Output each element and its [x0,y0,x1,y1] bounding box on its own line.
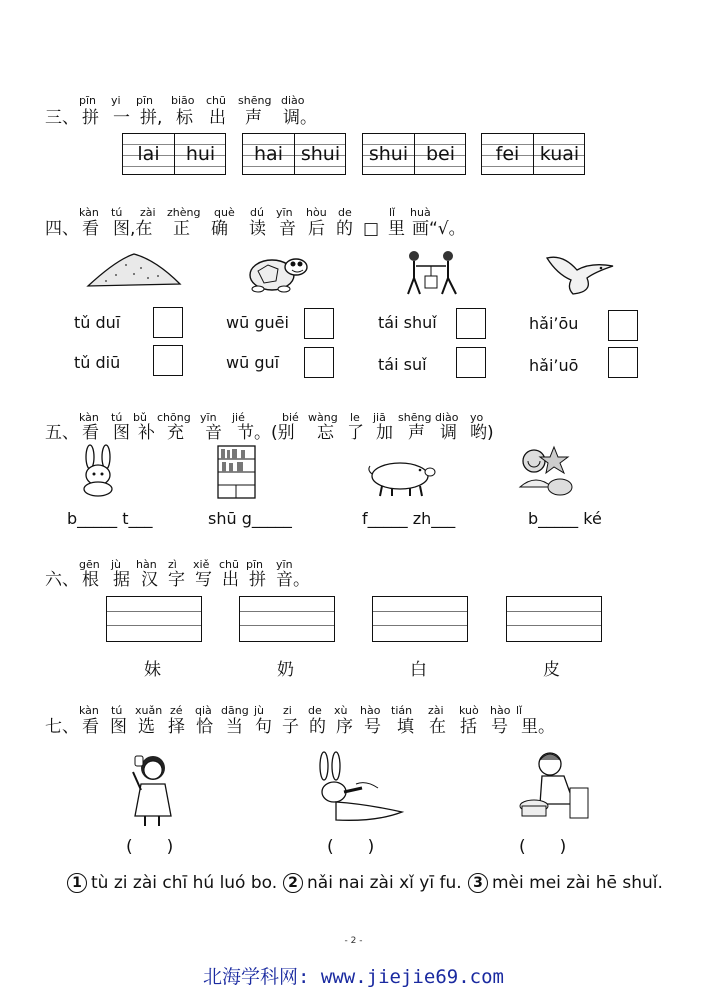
pinyin: le [350,411,360,424]
answer-checkbox[interactable] [153,307,183,338]
hanzi: 节。(别 [237,423,295,443]
sentence-option: 1 tù zi zài chī hú luó bo. [67,873,277,893]
pinyin: tú [111,411,123,424]
bookshelf-picture [217,445,257,500]
pinyin: bǔ [133,411,147,424]
pinyin: què [214,206,235,219]
hanzi: □ [363,219,380,239]
chinese-character: 白 [410,660,427,680]
hanzi: 正 [173,219,190,239]
hanzi: 后 [308,219,325,239]
answer-checkbox[interactable] [304,308,334,339]
pinyin: gēn [79,558,100,571]
section-number: 六、 [45,570,79,590]
answer-checkbox[interactable] [608,347,638,378]
pinyin: huà [410,206,431,219]
hanzi: 充 [167,423,184,443]
hanzi: 看 [82,423,99,443]
answer-checkbox[interactable] [456,347,486,378]
girl-drinking-picture [125,750,183,828]
pinyin: pīn [246,558,264,571]
pinyin: chōng [157,411,191,424]
hanzi: 音 [279,219,296,239]
hanzi: 调 [440,423,457,443]
pinyin: chū [219,558,239,571]
answer-checkbox[interactable] [153,345,183,376]
pinyin-writing-lines[interactable] [239,596,335,642]
fill-blank[interactable]: f_____ zh___ [362,509,456,528]
pinyin-writing-lines[interactable] [506,596,602,642]
hanzi: 补 [138,423,155,443]
pinyin-option: wū guēi [226,313,289,332]
hanzi: 看 [82,219,99,239]
answer-checkbox[interactable] [304,347,334,378]
pinyin: hào [360,704,381,717]
pinyin: lǐ [389,206,396,219]
pinyin-syllable: shui [300,143,341,165]
hanzi: 忘 [317,423,334,443]
hanzi: 根 [82,570,99,590]
hanzi: 出 [209,108,226,128]
hanzi: 加 [376,423,393,443]
chinese-character: 皮 [543,660,560,680]
page-number: - 2 - [344,936,363,946]
hanzi: 读 [249,219,266,239]
hanzi: 标 [176,108,193,128]
pinyin: yi [111,94,121,107]
pinyin: yīn [276,558,293,571]
pinyin: kàn [79,704,99,717]
pinyin: xù [334,704,348,717]
pinyin: xuǎn [135,704,163,717]
pinyin: hàn [136,558,157,571]
pinyin-option: tái suǐ [378,355,427,374]
pinyin: biāo [171,94,195,107]
pinyin: jù [111,558,122,571]
pinyin: diào [281,94,305,107]
hanzi: 号 [364,717,381,737]
section-number: 五、 [45,423,79,443]
pinyin: yo [470,411,484,424]
answer-parentheses[interactable]: ( ) [327,837,375,857]
pinyin: zài [428,704,444,717]
pinyin: jiā [373,411,386,424]
pinyin: zé [170,704,183,717]
section-number: 四、 [45,219,79,239]
pinyin: shēng [238,94,272,107]
hanzi: 一 [113,108,130,128]
footer-website[interactable]: 北海学科网: www.jiejie69.com [203,966,504,988]
circled-number: 3 [468,873,488,893]
hanzi: 据 [113,570,130,590]
hanzi: 调。 [283,108,317,128]
hanzi: 声 [408,423,425,443]
pinyin-syllable: bei [425,143,456,165]
pinyin-writing-lines[interactable] [106,596,202,642]
hanzi: 确 [211,219,228,239]
pinyin-box [122,133,226,175]
pinyin-option: hǎi’ōu [529,314,579,333]
answer-parentheses[interactable]: ( ) [126,837,174,857]
hanzi: 子 [282,717,299,737]
hanzi: 字 [168,570,185,590]
fill-blank[interactable]: b_____ t___ [67,509,153,528]
hanzi: 括 [460,717,477,737]
pinyin-option: tǔ duī [74,313,121,332]
hanzi: 当 [226,717,243,737]
shells-picture [512,443,576,499]
pinyin: qià [195,704,212,717]
hanzi: 在 [429,717,446,737]
pinyin: tú [111,206,123,219]
hanzi: 里。 [521,717,555,737]
pinyin: kàn [79,411,99,424]
hanzi: 音。 [276,570,310,590]
hanzi: 写 [195,570,212,590]
hanzi: 号 [491,717,508,737]
pinyin-option: hǎi’uō [529,356,579,375]
pinyin: tián [391,704,413,717]
hanzi: 序 [336,717,353,737]
answer-checkbox[interactable] [608,310,638,341]
hanzi: 图 [113,423,130,443]
pinyin-syllable: hai [254,143,283,165]
pinyin: pīn [136,94,154,107]
pinyin-syllable: lai [137,143,160,165]
pinyin: wàng [308,411,338,424]
hanzi: 了 [347,423,364,443]
pinyin-option: wū guī [226,353,280,372]
answer-checkbox[interactable] [456,308,486,339]
pinyin: chū [206,94,226,107]
pinyin: kàn [79,206,99,219]
pinyin: lǐ [516,704,523,717]
hanzi: 填 [397,717,414,737]
pinyin: tú [111,704,123,717]
hanzi: 选 [138,717,155,737]
hanzi: 的 [309,717,326,737]
pinyin: zì [168,558,177,571]
hanzi: 看 [82,717,99,737]
pinyin-syllable: shui [368,143,409,165]
pinyin: dāng [221,704,249,717]
seagull-picture [543,252,615,298]
hanzi: 汉 [141,570,158,590]
hanzi: 恰 [196,717,213,737]
pinyin: bié [282,411,299,424]
children-carrying-water-picture [402,248,466,298]
pinyin: zi [283,704,292,717]
hanzi: 画“√。 [412,219,466,239]
hanzi: 出 [222,570,239,590]
pinyin: zhèng [167,206,201,219]
turtle-picture [246,253,310,293]
hanzi: 哟) [470,423,494,443]
sentence-option: 2 nǎi nai zài xǐ yī fu. [283,873,462,893]
pinyin-syllable: fei [495,143,520,165]
pinyin: jié [232,411,245,424]
rabbit-eating-carrot-picture [306,752,410,826]
pinyin-syllable: hui [185,143,216,165]
pinyin: xiě [193,558,210,571]
pinyin: yīn [200,411,217,424]
hanzi: 择 [168,717,185,737]
fill-blank[interactable]: shū g_____ [208,509,292,528]
sand-pile-picture [86,250,182,290]
pinyin-syllable: kuai [539,143,580,165]
pinyin: de [338,206,352,219]
pinyin-option: tǔ diū [74,353,121,372]
pinyin: dú [250,206,264,219]
hanzi: 声 [245,108,262,128]
fill-blank[interactable]: b_____ ké [528,509,602,528]
pinyin: kuò [459,704,479,717]
pinyin-box [242,133,346,175]
pinyin: jù [254,704,265,717]
circled-number: 2 [283,873,303,893]
hanzi: 图 [110,717,127,737]
hanzi: 的 [336,219,353,239]
grandma-washing-picture [514,748,594,824]
pinyin-box [481,133,585,175]
pinyin: zài [140,206,156,219]
pinyin: yīn [276,206,293,219]
pinyin-box [362,133,466,175]
pinyin: de [308,704,322,717]
hanzi: 音 [205,423,222,443]
circled-number: 1 [67,873,87,893]
pinyin: hào [490,704,511,717]
chinese-character: 奶 [277,660,294,680]
pinyin-writing-lines[interactable] [372,596,468,642]
hanzi: 句 [255,717,272,737]
sentence-option: 3 mèi mei zài hē shuǐ. [468,873,663,893]
hanzi: 拼 [82,108,99,128]
section-number: 七、 [45,717,79,737]
chinese-character: 妹 [144,660,161,680]
hanzi: 图,在 [113,219,153,239]
pig-picture [364,458,440,498]
pinyin: diào [435,411,459,424]
pinyin: hòu [306,206,327,219]
hanzi: 拼, [140,108,163,128]
pinyin: shēng [398,411,432,424]
hanzi: 拼 [249,570,266,590]
rabbit-picture [76,445,120,497]
section-number: 三、 [45,108,79,128]
pinyin: pīn [79,94,97,107]
pinyin-option: tái shuǐ [378,313,437,332]
answer-parentheses[interactable]: ( ) [519,837,567,857]
hanzi: 里 [388,219,405,239]
